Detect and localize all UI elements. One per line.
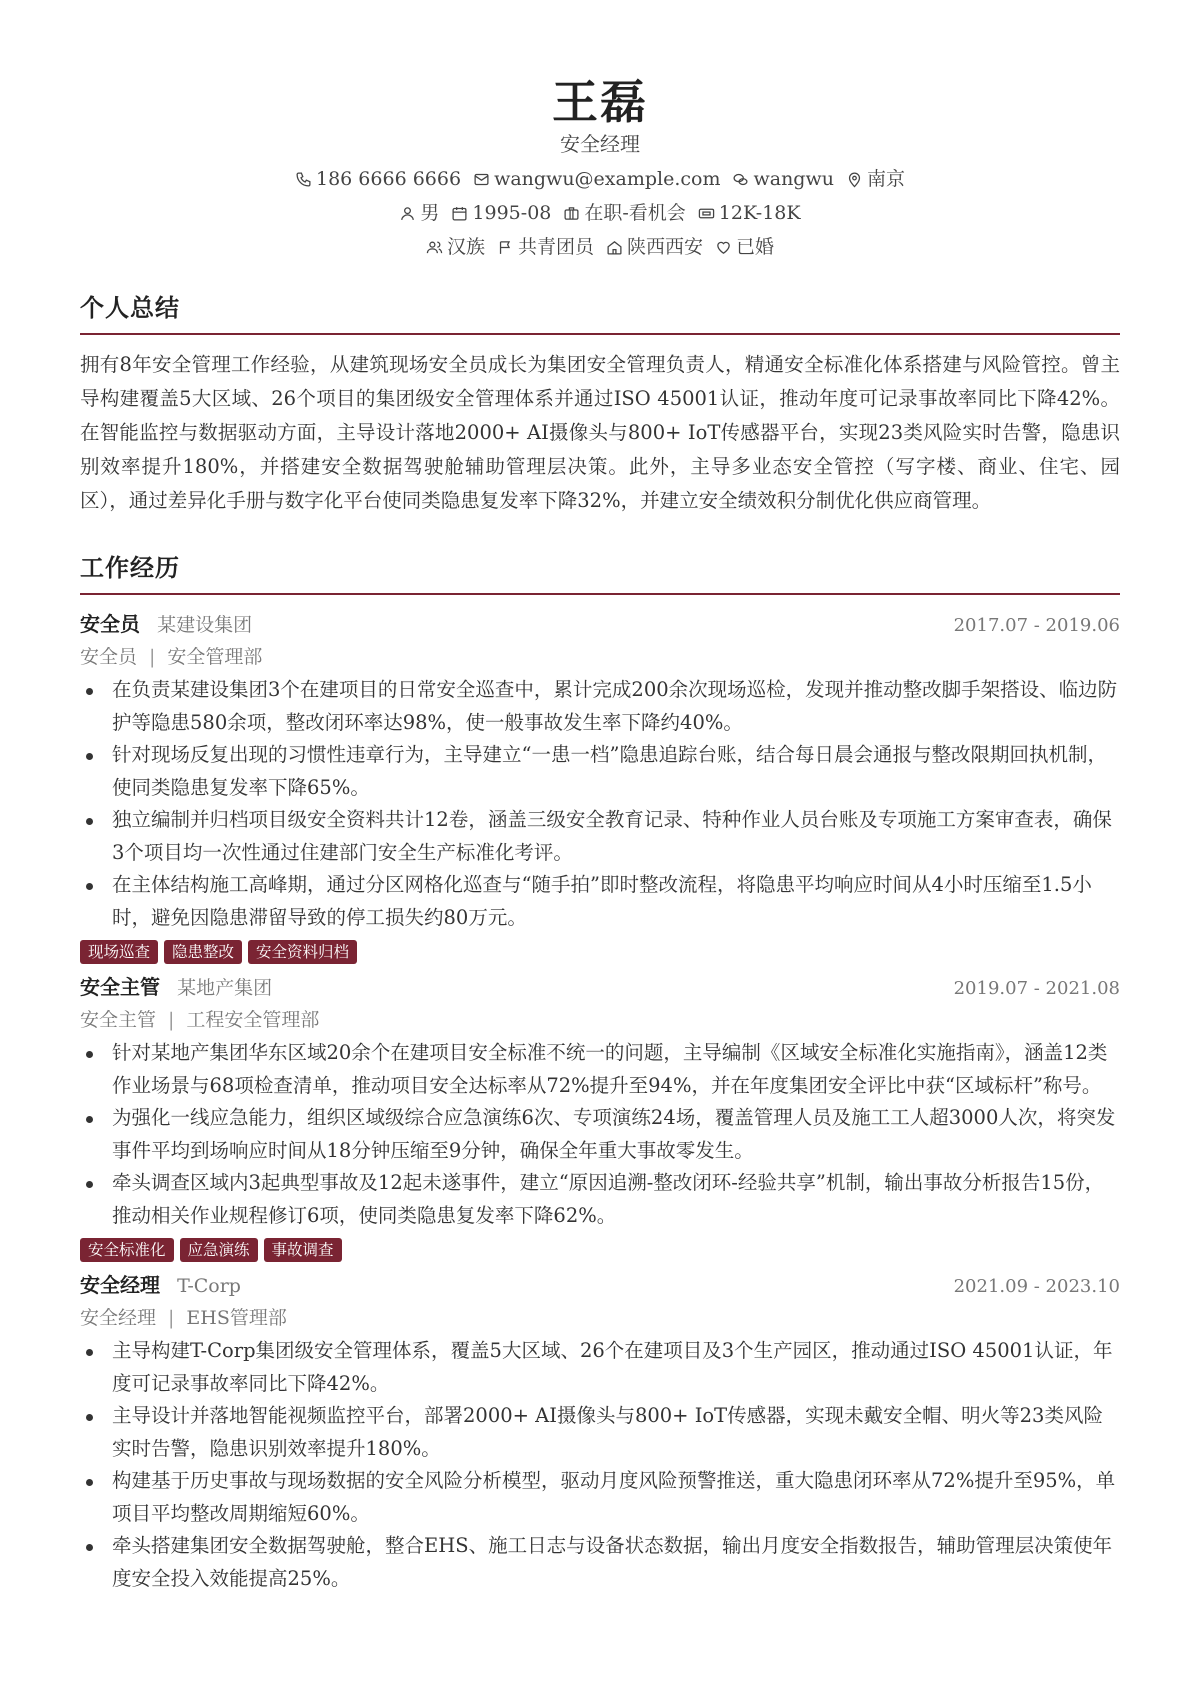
- contact-wechat: [732, 162, 834, 196]
- job-bullets: [80, 1335, 1120, 1595]
- summary-section: [80, 288, 1120, 518]
- job-company: 某建设集团: [157, 614, 253, 636]
- details-row: [80, 196, 1120, 230]
- job-company: 某地产集团: [177, 977, 273, 999]
- job-header: [80, 607, 1120, 641]
- political-text: 共青团员: [517, 236, 594, 258]
- job-subtitle: [80, 1004, 1120, 1037]
- summary-text: 拥有8年安全管理工作经验，从建筑现场安全员成长为集团安全管理负责人，精通安全标准化体系搭建与风险管控。曾主导构建覆盖5大区域、26个项目的集团级安全管理体系并通过ISO 45001认证，推动年度可记录事故率同比下降42%。在智能监控与数据驱动方面，主导设计落地2000+ AI摄像头与800+ IoT传感器平台，实现23类风险实时告警，隐患识别效率提升180%，并搭建安全数据驾驶舱辅助管理层决策。此外，主导多业态安全管控（写字楼、商业、住宅、园区），通过差异化手册与数字化平台使同类隐患复发率下降32%，并建立安全绩效积分制优化供应商管理。: [80, 353, 1120, 512]
- personal-hometown: [606, 230, 703, 264]
- bullet-item: 针对现场反复出现的习惯性违章行为，主导建立“一患一档”隐患追踪台账，结合每日晨会通报与整改限期回执机制，使同类隐患复发率下降65%。: [80, 739, 1120, 804]
- summary-title: 个人总结: [80, 288, 1120, 335]
- job-department: EHS管理部: [186, 1307, 287, 1329]
- marital-text: 已婚: [736, 236, 775, 258]
- job-title: 安全主管: [80, 975, 160, 999]
- job-position: 安全主管: [80, 1009, 157, 1031]
- bullet-item: 针对某地产集团华东区域20余个在建项目安全标准不统一的问题，主导编制《区域安全标准化实施指南》，涵盖12类作业场景与68项检查清单，推动项目安全达标率从72%提升至94%，并在年度集团安全评比中获“区域标杆”称号。: [80, 1037, 1120, 1102]
- job-entry: [80, 607, 1120, 968]
- job-header: [80, 970, 1120, 1004]
- job-position: 安全经理: [80, 1307, 157, 1329]
- skill-tag: 事故调查: [264, 1238, 342, 1262]
- phone-text: 186 6666 6666: [316, 168, 462, 190]
- personal-marital: [715, 230, 774, 264]
- contact-phone: [295, 162, 461, 196]
- bullet-item: 主导设计并落地智能视频监控平台，部署2000+ AI摄像头与800+ IoT传感器，实现未戴安全帽、明火等23类风险实时告警，隐患识别效率提升180%。: [80, 1400, 1120, 1465]
- home-icon: [606, 239, 623, 256]
- job-bullets: [80, 674, 1120, 934]
- wechat-text: wangwu: [753, 168, 834, 190]
- job-date: 2021.09 - 2023.10: [953, 1276, 1120, 1297]
- briefcase-icon: [563, 205, 580, 222]
- job-subtitle: [80, 641, 1120, 674]
- job-subtitle: [80, 1302, 1120, 1335]
- job-position: 安全员: [80, 646, 138, 668]
- flag-icon: [497, 239, 514, 256]
- job-tags: [80, 940, 1120, 968]
- job-title: 安全经理: [80, 1273, 160, 1297]
- status-text: 在职-看机会: [584, 202, 686, 224]
- experience-title: 工作经历: [80, 548, 1120, 595]
- ethnicity-text: 汉族: [446, 236, 485, 258]
- money-icon: [698, 205, 715, 222]
- job-department: 安全管理部: [167, 646, 263, 668]
- experience-section: [80, 548, 1120, 1595]
- job-header: [80, 1268, 1120, 1302]
- job-company: T-Corp: [177, 1275, 241, 1297]
- contact-email: [473, 162, 720, 196]
- contact-row: [80, 162, 1120, 196]
- person-icon: [399, 205, 416, 222]
- bullet-item: 牵头调查区域内3起典型事故及12起未遂事件，建立“原因追溯-整改闭环-经验共享”机制，输出事故分析报告15份，推动相关作业规程修订6项，使同类隐患复发率下降62%。: [80, 1167, 1120, 1232]
- candidate-name: 王磊: [552, 75, 648, 129]
- job-date: 2019.07 - 2021.08: [953, 978, 1120, 999]
- bullet-item: 为强化一线应急能力，组织区域级综合应急演练6次、专项演练24场，覆盖管理人员及施工工人超3000人次，将突发事件平均到场响应时间从18分钟压缩至9分钟，确保全年重大事故零发生。: [80, 1102, 1120, 1167]
- bullet-item: 牵头搭建集团安全数据驾驶舱，整合EHS、施工日志与设备状态数据，输出月度安全指数报告，辅助管理层决策使年度安全投入效能提高25%。: [80, 1530, 1120, 1595]
- detail-salary: [698, 196, 801, 230]
- heart-icon: [715, 239, 732, 256]
- personal-political: [497, 230, 594, 264]
- bullet-item: 构建基于历史事故与现场数据的安全风险分析模型，驱动月度风险预警推送，重大隐患闭环率从72%提升至95%，单项目平均整改周期缩短60%。: [80, 1465, 1120, 1530]
- separator: |: [149, 646, 156, 668]
- bullet-item: 主导构建T-Corp集团级安全管理体系，覆盖5大区域、26个在建项目及3个生产园区，推动通过ISO 45001认证，年度可记录事故率同比下降42%。: [80, 1335, 1120, 1400]
- bullet-item: 独立编制并归档项目级安全资料共计12卷，涵盖三级安全教育记录、特种作业人员台账及专项施工方案审查表，确保3个项目均一次性通过住建部门安全生产标准化考评。: [80, 804, 1120, 869]
- separator: |: [168, 1307, 175, 1329]
- skill-tag: 应急演练: [180, 1238, 258, 1262]
- salary-text: 12K-18K: [718, 202, 801, 224]
- users-icon: [426, 239, 443, 256]
- personal-ethnicity: [426, 230, 485, 264]
- job-title: 安全员: [80, 612, 140, 636]
- bullet-item: 在主体结构施工高峰期，通过分区网格化巡查与“随手拍”即时整改流程，将隐患平均响应时间从4小时压缩至1.5小时，避免因隐患滞留导致的停工损失约80万元。: [80, 869, 1120, 934]
- calendar-icon: [451, 205, 468, 222]
- separator: |: [168, 1009, 175, 1031]
- job-tags: [80, 1238, 1120, 1266]
- bullet-item: 在负责某建设集团3个在建项目的日常安全巡查中，累计完成200余次现场巡检，发现并推动整改脚手架搭设、临边防护等隐患580余项，整改闭环率达98%，使一般事故发生率下降约40%。: [80, 674, 1120, 739]
- birth-text: 1995-08: [472, 202, 552, 224]
- candidate-role: 安全经理: [560, 132, 640, 156]
- wechat-icon: [732, 171, 749, 188]
- contact-location: [846, 162, 905, 196]
- location-text: 南京: [866, 168, 905, 190]
- location-pin-icon: [846, 171, 863, 188]
- job-department: 工程安全管理部: [186, 1009, 320, 1031]
- hometown-text: 陕西西安: [627, 236, 704, 258]
- personal-row: [80, 230, 1120, 264]
- job-entry: [80, 970, 1120, 1266]
- detail-gender: [399, 196, 439, 230]
- gender-text: 男: [420, 202, 440, 224]
- skill-tag: 隐患整改: [164, 940, 242, 964]
- job-date: 2017.07 - 2019.06: [953, 615, 1120, 636]
- skill-tag: 现场巡查: [80, 940, 158, 964]
- job-entry: [80, 1268, 1120, 1595]
- phone-icon: [295, 171, 312, 188]
- skill-tag: 安全标准化: [80, 1238, 174, 1262]
- email-text: wangwu@example.com: [494, 168, 721, 190]
- mail-icon: [473, 171, 490, 188]
- detail-status: [563, 196, 685, 230]
- job-bullets: [80, 1037, 1120, 1232]
- detail-birth: [451, 196, 551, 230]
- skill-tag: 安全资料归档: [248, 940, 357, 964]
